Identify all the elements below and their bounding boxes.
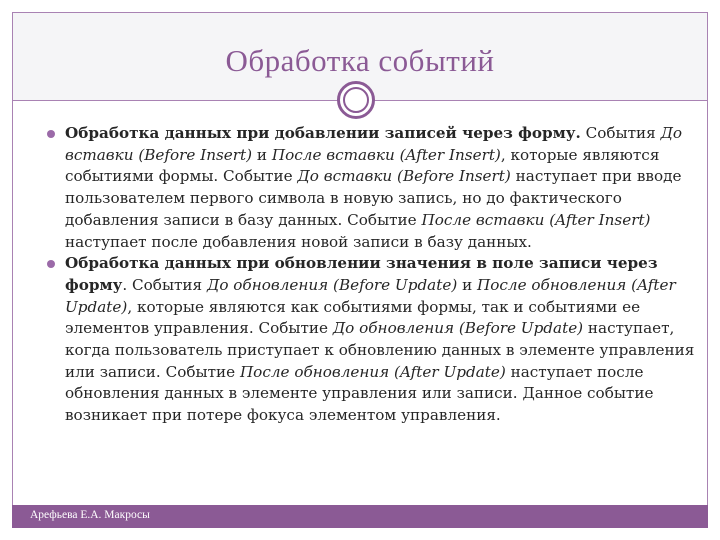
slide-title: Обработка событий — [225, 43, 495, 78]
bullet-text: наступает при вводе пользователем первого символа в новую запись, но до фактического добавления записи в базу данных. Событие — [65, 167, 682, 229]
bullet-text: и — [457, 275, 478, 294]
event-name: После вставки (After Insert) — [421, 210, 651, 229]
event-name: До вставки (Before Insert) — [65, 124, 683, 164]
footer-author: Арефьева Е.А. Макросы — [30, 509, 150, 521]
event-name: После обновления (After Update) — [239, 362, 506, 381]
bullet-item — [35, 253, 711, 427]
bullet-item — [35, 123, 711, 253]
bullet-dot-icon — [47, 130, 55, 138]
bullet-lead: Обработка данных при обновлении значения в поле записи через форму — [65, 254, 658, 294]
event-name: До вставки (Before Insert) — [297, 167, 511, 186]
event-name: До обновления (Before Update) — [206, 275, 458, 294]
event-name: После обновления (After Update) — [65, 275, 676, 316]
event-name: После вставки (After Insert) — [271, 145, 501, 164]
bullet-text: . События — [122, 275, 207, 294]
bullet-text: наступает после обновления данных в элементе управления или записи. Данное событие возникает при потере фокуса элементом управления. — [65, 362, 654, 425]
bullet-text: наступает, когда пользователь приступает к обновлению данных в элементе управления или записи. Событие — [65, 319, 695, 381]
slide-frame — [12, 12, 708, 528]
bullet-text: и — [252, 145, 272, 164]
bullet-dot-icon — [47, 260, 55, 268]
bullet-text: , которые являются событиями формы. Событие — [65, 145, 660, 186]
footer-bar — [12, 505, 708, 528]
ring-ornament-icon — [337, 81, 375, 119]
bullet-text: наступает после добавления новой записи в базу данных. — [65, 232, 532, 251]
bullet-lead: Обработка данных при добавлении записей через форму. — [65, 124, 581, 142]
event-name: До обновления (Before Update) — [332, 319, 584, 338]
bullet-text: События — [580, 124, 661, 142]
slide-body — [35, 123, 711, 427]
bullet-text: , которые являются как событиями формы, так и событиями ее элементов управления. Событие — [65, 297, 641, 338]
